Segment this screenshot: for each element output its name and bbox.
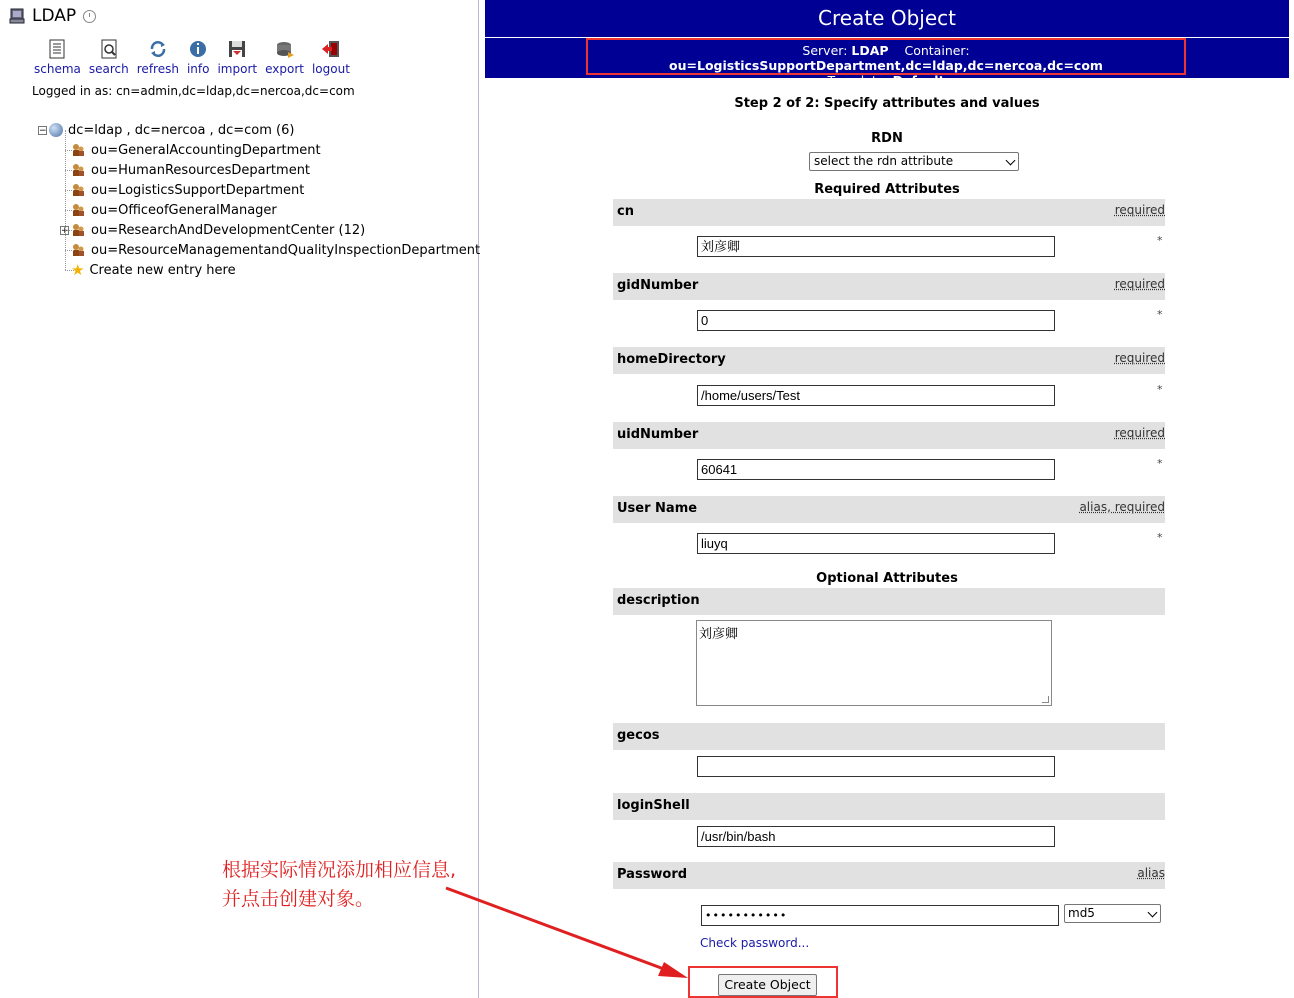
header-bar — [485, 0, 1289, 88]
username-input[interactable]: liuyq — [697, 533, 1055, 554]
toolbar — [34, 38, 358, 76]
resize-handle-icon[interactable] — [1042, 696, 1049, 703]
rdn-label: RDN — [871, 131, 903, 146]
tree-item-label[interactable]: ou=LogisticsSupportDepartment — [91, 182, 305, 198]
gidnumber-input[interactable]: 0 — [697, 310, 1055, 331]
tree-item[interactable] — [38, 220, 480, 240]
server-value: LDAP — [851, 43, 889, 58]
required-note: required — [1114, 277, 1165, 291]
attr-header-description: description — [613, 588, 1165, 615]
app-title-text: LDAP — [32, 6, 77, 26]
chevron-down-icon — [1148, 908, 1158, 918]
gecos-input[interactable] — [697, 756, 1055, 777]
alias-required-note: alias, required — [1079, 500, 1165, 514]
attr-header-gecos: gecos — [613, 723, 1165, 750]
tree-item[interactable] — [38, 160, 480, 180]
tree-create-new[interactable] — [38, 260, 480, 280]
star-icon: ★ — [71, 261, 85, 279]
password-input[interactable]: ••••••••••• — [701, 905, 1059, 926]
main-panel: Create Object Server: LDAP Container: ou=LogisticsSupportDepartment,dc=ldap,dc=nercoa,dc=com Template: Default Step 2 of 2: Specify attributes and values RDN select the rdn attribute Required Attributes cn required 刘彦卿 * gidNumber required 0 * homeDirectory required /home/users/Test * uidNumber required 60641 * User Name alias, required liuyq * Optional Attributes description 刘彦卿 gecos loginShell /usr/bin/bash Password alias ••••••••••• md5 Check password... Create Object — [480, 0, 1294, 998]
attr-header-gidnumber: gidNumber required — [613, 273, 1165, 300]
template-value: Default — [892, 73, 945, 88]
schema-icon — [46, 38, 68, 60]
create-new-label[interactable]: Create new entry here — [89, 262, 236, 278]
attr-header-username: User Name alias, required — [613, 496, 1165, 523]
required-note: required — [1114, 351, 1165, 365]
attr-header-uidnumber: uidNumber required — [613, 422, 1165, 449]
required-note: required — [1114, 426, 1165, 440]
ldap-server-icon — [8, 6, 28, 26]
clock-icon[interactable] — [83, 10, 96, 23]
refresh-icon — [147, 38, 169, 60]
search-icon — [98, 38, 120, 60]
attr-header-homedirectory: homeDirectory required — [613, 347, 1165, 374]
refresh-button[interactable] — [137, 38, 179, 76]
optional-heading: Optional Attributes — [816, 571, 958, 586]
ldap-tree — [38, 120, 480, 280]
attr-header-password: Password alias — [613, 862, 1165, 889]
loginshell-input[interactable]: /usr/bin/bash — [697, 826, 1055, 847]
ou-icon — [71, 203, 85, 217]
tree-item[interactable] — [38, 140, 480, 160]
required-heading: Required Attributes — [814, 182, 960, 197]
refresh-label: refresh — [136, 62, 179, 76]
schema-button[interactable] — [34, 38, 81, 76]
rdn-select[interactable]: select the rdn attribute — [809, 152, 1019, 171]
check-password-link[interactable]: Check password... — [700, 936, 810, 950]
tree-item[interactable] — [38, 240, 480, 260]
export-label: export — [265, 62, 304, 76]
header-info-highlight: Server: LDAP Container: ou=LogisticsSupportDepartment,dc=ldap,dc=nercoa,dc=com Template: Default — [586, 38, 1186, 75]
globe-icon — [49, 123, 63, 137]
tree-item-label[interactable]: ou=GeneralAccountingDepartment — [91, 142, 321, 158]
search-label: search — [88, 62, 129, 76]
logout-label: logout — [311, 62, 350, 76]
info-label: info — [186, 62, 210, 76]
chevron-down-icon — [1006, 156, 1016, 166]
search-button[interactable] — [89, 38, 129, 76]
description-textarea[interactable]: 刘彦卿 — [696, 620, 1052, 706]
logged-in-status: Logged in as: cn=admin,dc=ldap,dc=nercoa,dc=com — [32, 84, 355, 98]
tree-item-label[interactable]: ou=HumanResourcesDepartment — [91, 162, 311, 178]
app-title — [8, 6, 96, 26]
homedirectory-input[interactable]: /home/users/Test — [697, 385, 1055, 406]
attr-header-loginshell: loginShell — [613, 793, 1165, 820]
uidnumber-input[interactable]: 60641 — [697, 459, 1055, 480]
tree-root-label[interactable]: dc=ldap , dc=nercoa , dc=com (6) — [68, 122, 295, 138]
step-heading: Step 2 of 2: Specify attributes and values — [734, 96, 1040, 111]
left-panel — [0, 0, 479, 998]
import-icon — [226, 38, 248, 60]
expand-icon[interactable]: + — [61, 225, 69, 236]
required-note: required — [1114, 203, 1165, 217]
tree-item-label[interactable]: ou=OfficeofGeneralManager — [91, 202, 277, 218]
schema-label: schema — [34, 62, 81, 76]
logout-icon — [320, 38, 342, 60]
hash-select[interactable]: md5 — [1064, 904, 1161, 923]
tree-item-label[interactable]: ou=ResearchAndDevelopmentCenter (12) — [91, 222, 366, 238]
ou-icon — [71, 183, 85, 197]
create-object-button[interactable]: Create Object — [718, 974, 817, 996]
tree-item[interactable] — [38, 180, 480, 200]
collapse-icon[interactable]: − — [39, 125, 47, 136]
import-button[interactable] — [217, 38, 257, 76]
ou-icon — [71, 223, 85, 237]
export-button[interactable] — [265, 38, 304, 76]
container-value: ou=LogisticsSupportDepartment,dc=ldap,dc=nercoa,dc=com — [669, 58, 1103, 73]
cn-input[interactable]: 刘彦卿 — [697, 236, 1055, 257]
export-icon — [274, 38, 296, 60]
tree-root[interactable] — [38, 120, 480, 140]
info-button[interactable] — [187, 38, 210, 76]
ou-icon — [71, 143, 85, 157]
info-icon — [187, 38, 209, 60]
tree-item-label[interactable]: ou=ResourceManagementandQualityInspectionDepartment — [91, 242, 481, 258]
ou-icon — [71, 163, 85, 177]
page-title: Create Object — [818, 6, 956, 30]
logout-button[interactable] — [312, 38, 350, 76]
annotation-text: 根据实际情况添加相应信息, 并点击创建对象。 — [222, 859, 457, 910]
ou-icon — [71, 243, 85, 257]
alias-note: alias — [1137, 866, 1165, 880]
attr-header-cn: cn required — [613, 199, 1165, 226]
tree-item[interactable] — [38, 200, 480, 220]
import-label: import — [217, 62, 258, 76]
